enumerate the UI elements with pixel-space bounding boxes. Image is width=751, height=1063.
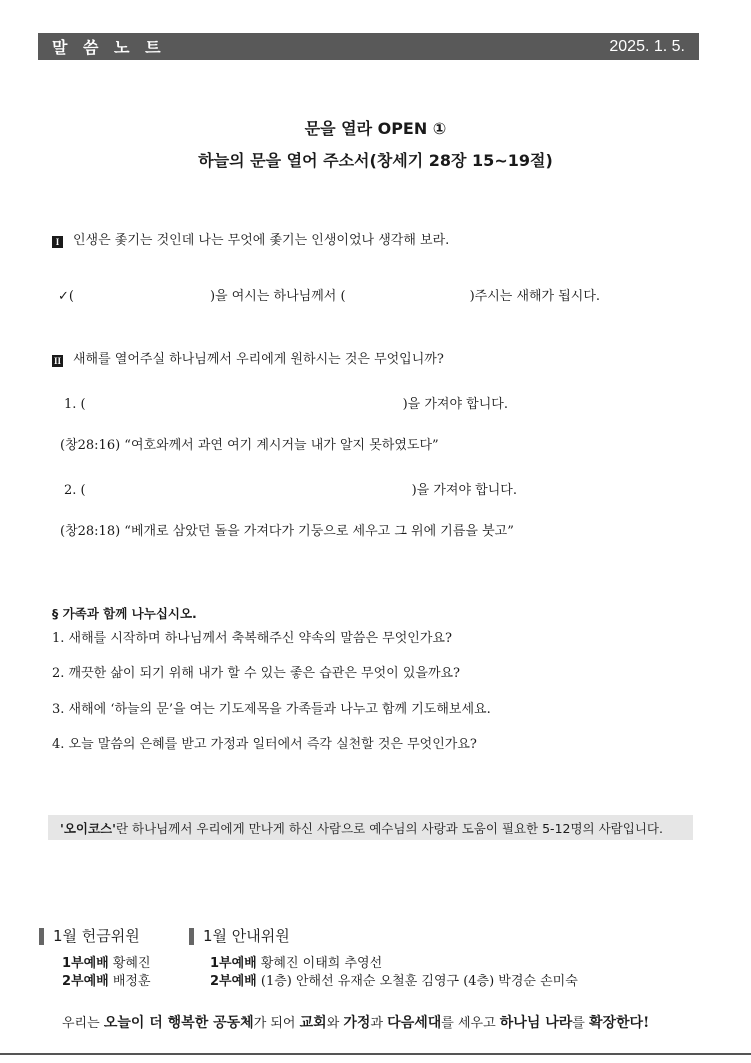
section1-marker: I [52, 236, 63, 248]
sermon-title: 하늘의 문을 열어 주소서(창세기 28장 15~19절) [198, 151, 553, 170]
section2-marker: II [53, 356, 61, 366]
section2-question: 새해를 열어주실 하나님께서 우리에게 원하시는 것은 무엇입니까? [73, 352, 444, 367]
offering-service2-names: 배정훈 [112, 974, 151, 989]
section1-fill-end: )주시는 새해가 됩시다. [469, 289, 601, 304]
oikos-definition: 란 하나님께서 우리에게 만나게 하신 사람으로 예수님의 사랑과 도움이 필요한 5-12명의 사람입니다. [115, 820, 663, 836]
offering-service2-label: 2부예배 [62, 974, 109, 989]
header-title: 말 씀 노 트 [52, 38, 166, 57]
offering-service1-names: 황혜진 [112, 956, 151, 971]
share-item: 4. 오늘 말씀의 은혜를 받고 가정과 일터에서 즉각 실천할 것은 무엇인가요? [52, 737, 477, 752]
usher-service2-names: (1층) 안해선 유재순 오철훈 김영구 (4층) 박경순 손미숙 [260, 974, 578, 989]
church-motto [62, 1012, 649, 1032]
section2-item2-reference: (창28:18) “베개로 삼았던 돌을 가져다가 기둥으로 세우고 그 위에 기름을 붓고” [60, 524, 514, 539]
usher-service2-label: 2부예배 [210, 974, 257, 989]
motto-text: 우리는 [62, 1016, 104, 1031]
header-date: 2025. 1. 5. [609, 37, 685, 55]
check-mark-icon: ✓ [58, 289, 69, 304]
motto-text: 과 [370, 1016, 388, 1031]
motto-emphasis: 다음세대 [387, 1015, 442, 1031]
bottom-divider [0, 1053, 751, 1055]
usher-committee-label: 1월 안내위원 [189, 928, 290, 945]
motto-emphasis: 교회 [299, 1015, 327, 1031]
section2-item1-reference: (창28:16) “여호와께서 과연 여기 계시거늘 내가 알지 못하였도다” [60, 438, 439, 453]
share-item: 1. 새해를 시작하며 하나님께서 축복해주신 약속의 말씀은 무엇인가요? [52, 631, 452, 646]
share-item: 2. 깨끗한 삶이 되기 위해 내가 할 수 있는 좋은 습관은 무엇이 있을까요? [52, 666, 461, 681]
motto-emphasis: 오늘이 더 행복한 공동체 [103, 1015, 254, 1031]
section2-item2 [64, 479, 517, 498]
offering-service1-label: 1부예배 [62, 956, 109, 971]
section1-fill-middle: )을 여시는 하나님께서 ( [209, 289, 346, 304]
oikos-term: '오이코스' [60, 820, 116, 836]
motto-emphasis: 가정 [343, 1015, 371, 1031]
sermon-series-title: 문을 열라 OPEN ① [304, 119, 447, 138]
header-bar [38, 33, 699, 60]
usher-service1-label: 1부예배 [210, 956, 257, 971]
item2-open: 2. ( [64, 483, 86, 498]
share-item: 3. 새해에 ‘하늘의 문’을 여는 기도제목을 가족들과 나누고 함께 기도해보세요. [52, 702, 491, 717]
oikos-definition-box [48, 815, 693, 840]
usher-service2 [210, 970, 578, 989]
item1-open: 1. ( [64, 397, 86, 412]
usher-service1 [210, 952, 382, 971]
motto-text: 가 되어 [253, 1016, 300, 1031]
motto-text: 를 [572, 1016, 589, 1031]
offering-service1 [62, 952, 151, 971]
section1-question-row [52, 229, 449, 248]
offering-committee-label: 1월 헌금위원 [39, 928, 140, 945]
section1-fill-open: ( [68, 289, 74, 304]
item2-close: )을 가져야 합니다. [411, 483, 517, 498]
motto-emphasis: 하나님 나라 [499, 1015, 573, 1031]
motto-text: 와 [326, 1016, 344, 1031]
section2-question-row [52, 348, 444, 367]
share-heading: § 가족과 함께 나누십시오. [52, 606, 197, 621]
section1-question: 인생은 좇기는 것인데 나는 무엇에 좇기는 인생이었나 생각해 보라. [73, 233, 450, 248]
motto-emphasis: 확장한다! [588, 1015, 650, 1031]
motto-text: 를 세우고 [441, 1016, 500, 1031]
item1-close: )을 가져야 합니다. [402, 397, 508, 412]
usher-service1-names: 황혜진 이태희 추영선 [260, 956, 383, 971]
section2-item1 [64, 393, 508, 412]
offering-service2 [62, 970, 151, 989]
section1-fill-row [58, 285, 600, 304]
